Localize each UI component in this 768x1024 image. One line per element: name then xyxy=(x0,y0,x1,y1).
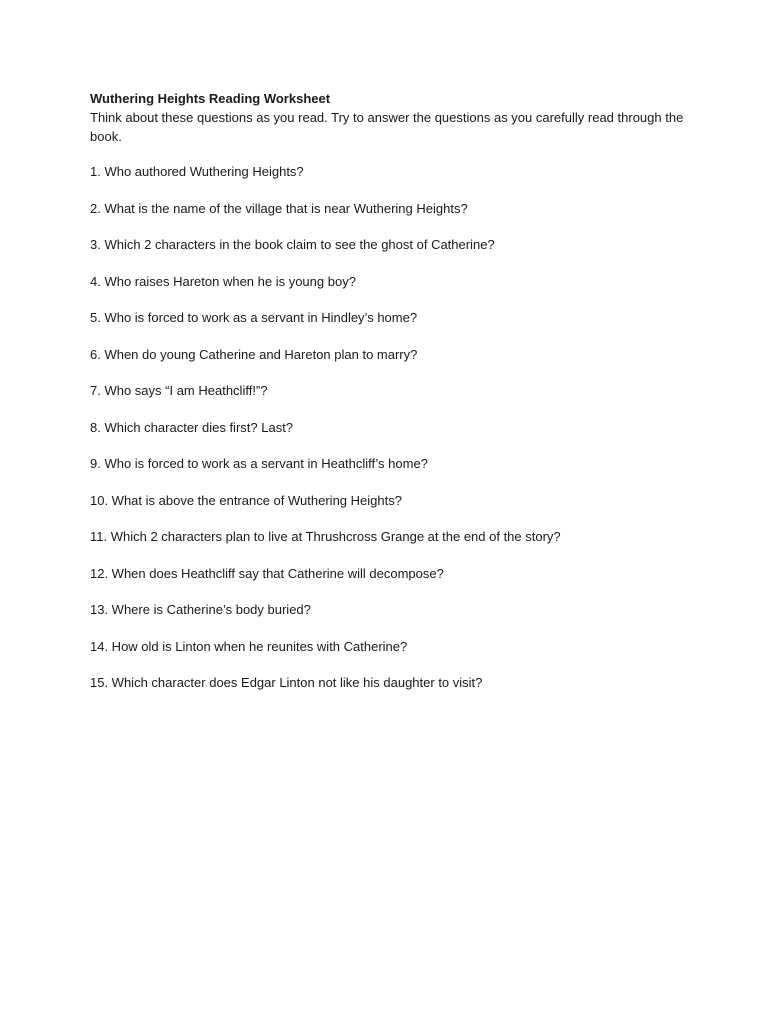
question-item: 2. What is the name of the village that is near Wuthering Heights? xyxy=(90,200,468,216)
question-item: 13. Where is Catherine’s body buried? xyxy=(90,602,311,617)
worksheet-intro: Think about these questions as you read. Try to answer the questions as you carefully read through the book. xyxy=(90,110,684,144)
worksheet-body xyxy=(90,90,690,711)
question-item: 7. Who says “I am Heathcliff!”? xyxy=(90,383,268,398)
worksheet-title: Wuthering Heights Reading Worksheet xyxy=(90,91,331,106)
question-item: 14. How old is Linton when he reunites with Catherine? xyxy=(90,638,408,654)
question-item: 6. When do young Catherine and Hareton plan to marry? xyxy=(90,346,418,362)
question-item: 10. What is above the entrance of Wuthering Heights? xyxy=(90,492,402,508)
question-item: 12. When does Heathcliff say that Catherine will decompose? xyxy=(90,565,444,581)
question-item: 15. Which character does Edgar Linton not like his daughter to visit? xyxy=(90,675,483,690)
question-item: 1. Who authored Wuthering Heights? xyxy=(90,164,304,179)
question-item: 4. Who raises Hareton when he is young boy? xyxy=(90,273,356,289)
question-item: 5. Who is forced to work as a servant in Hindley’s home? xyxy=(90,310,418,325)
question-list xyxy=(90,163,690,692)
question-item: 11. Which 2 characters plan to live at Thrushcross Grange at the end of the story? xyxy=(90,529,561,544)
question-item: 8. Which character dies first? Last? xyxy=(90,419,294,435)
question-item: 3. Which 2 characters in the book claim to see the ghost of Catherine? xyxy=(90,237,495,252)
question-item: 9. Who is forced to work as a servant in Heathcliff’s home? xyxy=(90,456,428,471)
